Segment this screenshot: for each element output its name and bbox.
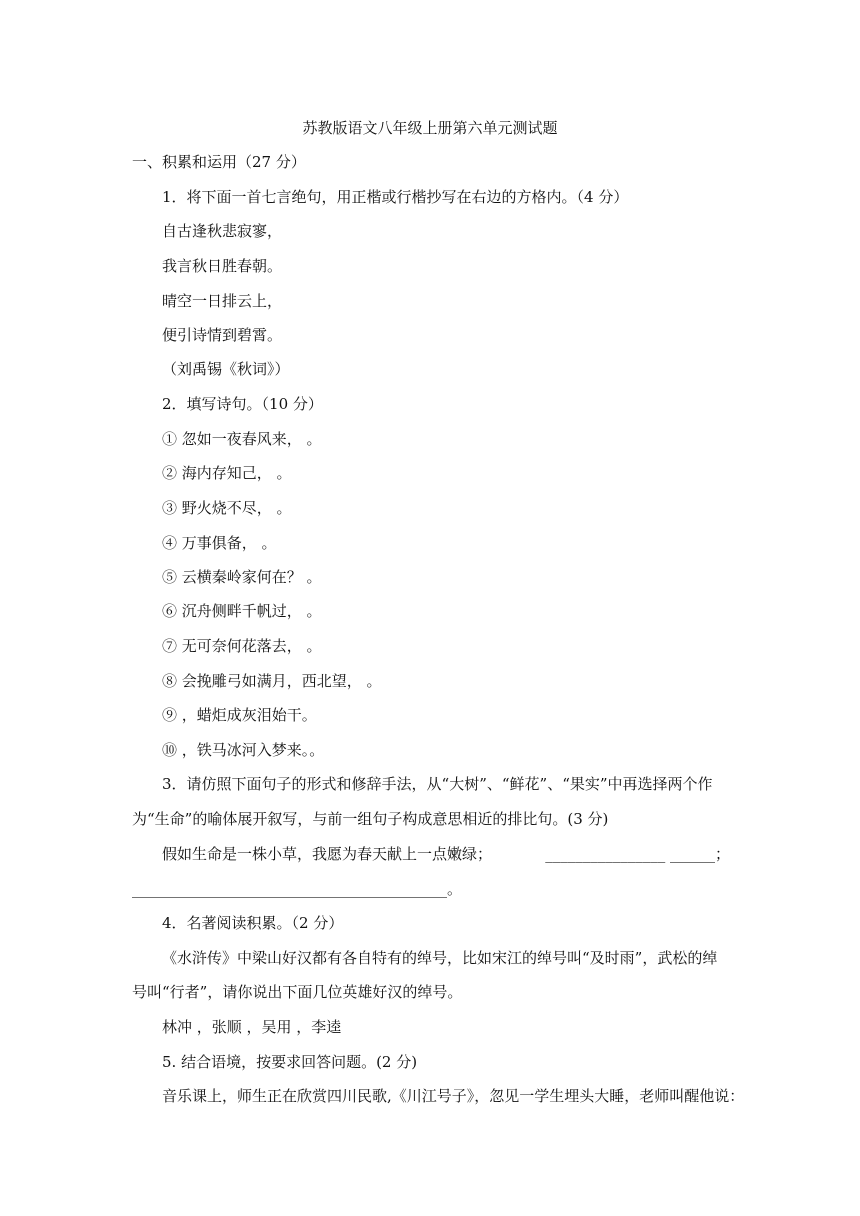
question-3-prompt: 3．请仿照下面句子的形式和修辞手法，从“大树”、“鲜花”、“果实”中再选择两个作 (162, 775, 713, 793)
fill-in-item: ③ 野火烧不尽， 。 (162, 499, 292, 517)
question-4-text-continued: 号叫“行者”，请你说出下面几位英雄好汉的绰号。 (132, 983, 463, 1001)
fill-in-item: ⑩ ，铁马冰河入梦来。。 (162, 741, 325, 759)
section-heading: 一、积累和运用（27 分） (132, 153, 306, 171)
answer-blank: ________________ ______； (545, 845, 730, 863)
fill-in-item: ④ 万事俱备， 。 (162, 534, 277, 552)
fill-in-item: ② 海内存知己， 。 (162, 464, 292, 482)
question-2-prompt: 2．填写诗句。（10 分） (162, 395, 323, 413)
fill-in-item: ① 忽如一夜春风来， 。 (162, 430, 322, 448)
answer-blank: __________________________________________。 (132, 880, 463, 898)
poem-line: 自古逢秋悲寂寥， (162, 222, 283, 240)
question-1-prompt: 1．将下面一首七言绝句，用正楷或行楷抄写在右边的方格内。（4 分） (162, 188, 629, 206)
fill-in-item: ⑦ 无可奈何花落去， 。 (162, 637, 322, 655)
fill-in-item: ⑨ ，蜡炬成灰泪始干。 (162, 706, 317, 724)
poem-line: 晴空一日排云上， (162, 292, 283, 310)
example-sentence-line (162, 844, 730, 864)
example-sentence: 假如生命是一株小草，我愿为春天献上一点嫩绿； (162, 845, 493, 863)
question-5-text: 音乐课上，师生正在欣赏四川民歌,《川江号子》，忽见一学生埋头大睡，老师叫醒他说： (162, 1087, 745, 1105)
question-3-prompt-continued: 为“生命”的喻体展开叙写，与前一组句子构成意思相近的排比句。(3 分) (132, 810, 609, 828)
question-5-prompt: 5. 结合语境，按要求回答问题。(2 分) (162, 1053, 418, 1071)
poem-source: （刘禹锡《秋词》） (162, 360, 290, 378)
page-title: 苏教版语文八年级上册第六单元测试题 (302, 119, 558, 137)
question-4-text: 《水浒传》中梁山好汉都有各自特有的绰号，比如宋江的绰号叫“及时雨”，武松的绰 (162, 949, 718, 967)
poem-line: 我言秋日胜春朝。 (162, 257, 283, 275)
hero-names-line: 林冲 ，张顺 ，吴用 ，李逵 (162, 1018, 342, 1036)
question-4-prompt: 4．名著阅读积累。（2 分） (162, 914, 344, 932)
poem-line: 便引诗情到碧霄。 (162, 326, 283, 344)
fill-in-item: ⑤ 云横秦岭家何在？ 。 (162, 568, 322, 586)
fill-in-item: ⑧ 会挽雕弓如满月，西北望， 。 (162, 672, 382, 690)
fill-in-item: ⑥ 沉舟侧畔千帆过， 。 (162, 602, 322, 620)
